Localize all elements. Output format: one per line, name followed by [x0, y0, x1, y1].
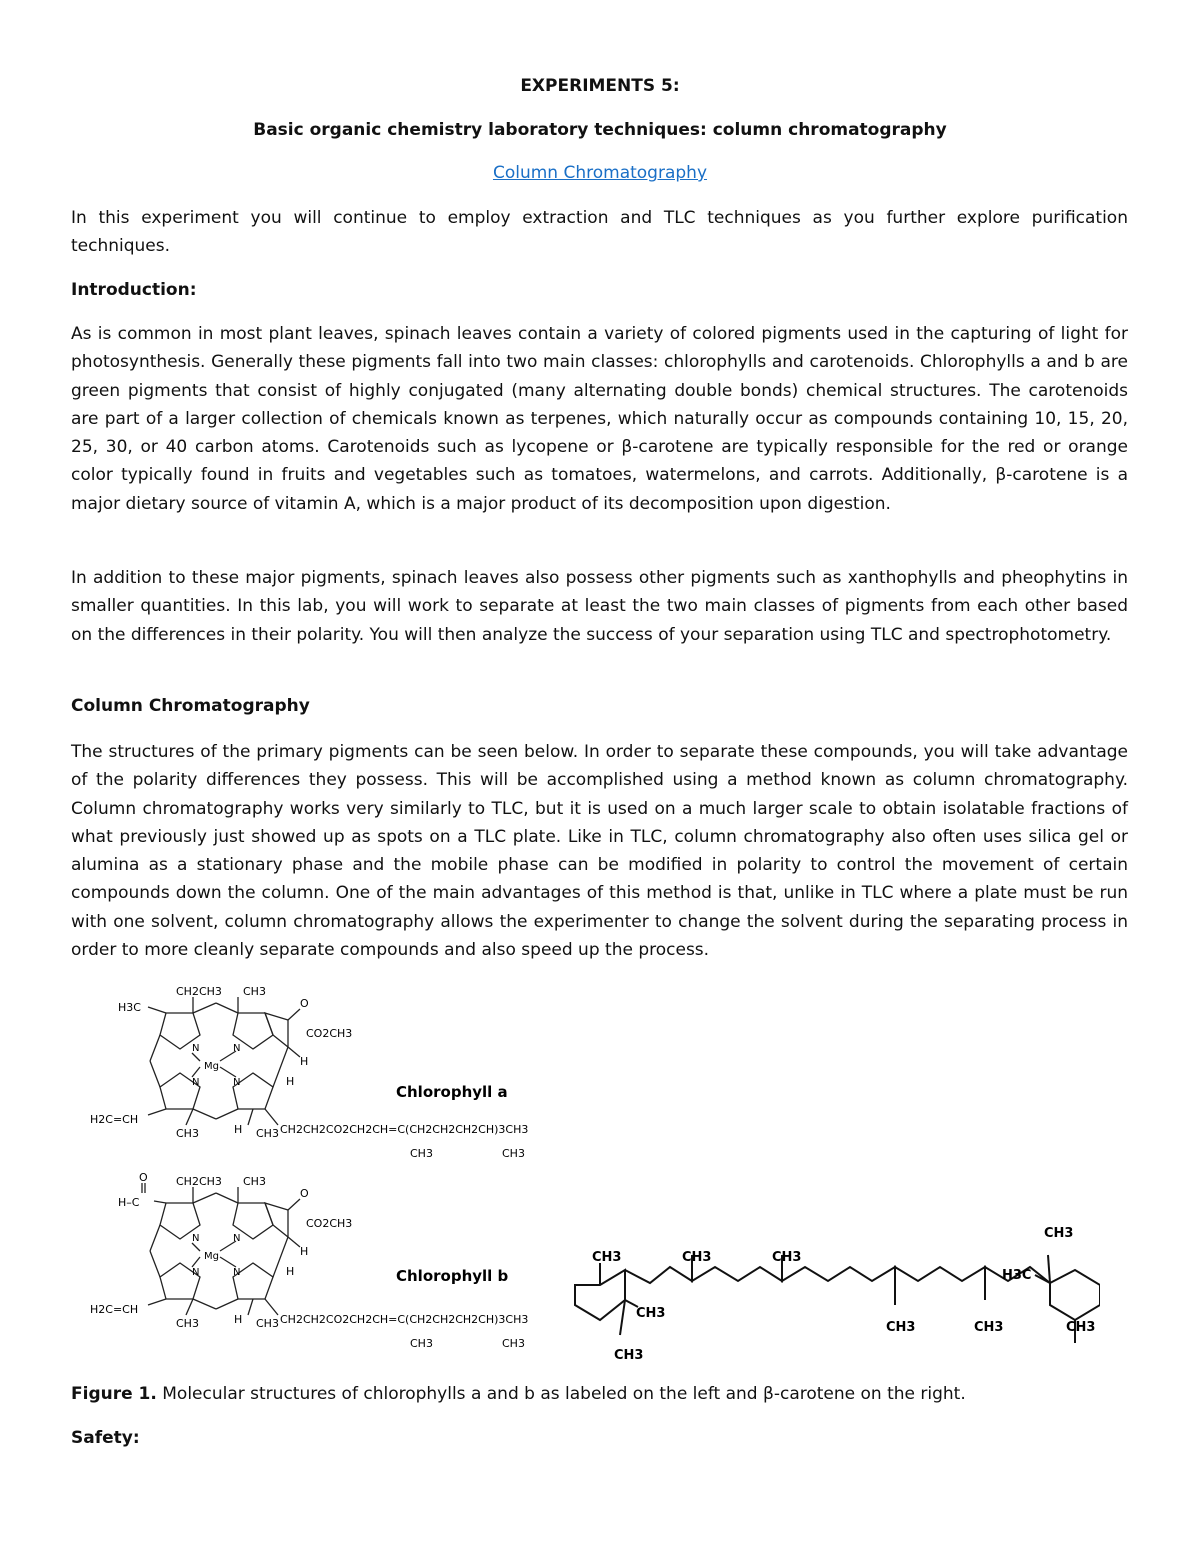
column-chromatography-heading: Column Chromatography: [71, 696, 310, 716]
chl-b-aldehyde-o: O: [139, 1171, 148, 1184]
carotene-ch3-8: CH3: [1066, 1320, 1096, 1335]
chlorophyll-a-label: Chlorophyll a: [396, 1083, 508, 1101]
chl-a-ch3-bottom2: CH3: [256, 1127, 279, 1140]
safety-heading: Safety:: [71, 1428, 140, 1448]
chl-a-h2: H: [286, 1075, 295, 1088]
chlorophyll-structures-svg: [88, 985, 578, 1365]
chl-b-h2: H: [286, 1265, 295, 1278]
chlorophyll-b-bonds: [142, 1183, 300, 1315]
chl-b-phytyl: CH2CH2CO2CH2CH=C(CH2CH2CH2CH)3CH3: [280, 1313, 529, 1326]
chl-b-ch3-chain1: CH3: [410, 1337, 433, 1350]
chl-a-n3: N: [192, 1077, 200, 1088]
figure-caption-label: Figure 1.: [71, 1384, 157, 1404]
introduction-paragraph-2: In addition to these major pigments, spinach leaves also possess other pigments such as xanthophylls and pheophytins in smaller quantities. In this lab, you will work to separate at least the two main classes of pigments from each other based on the differences in their polarity. You will then analyze the success of your separation using TLC and spectrophotometry.: [71, 568, 1128, 645]
carotene-ch3-9: CH3: [1044, 1226, 1074, 1241]
chl-b-aldehyde: H–C: [118, 1196, 140, 1209]
chl-b-h3: H: [234, 1313, 243, 1326]
chl-a-n2: N: [233, 1043, 241, 1054]
document-subtitle: Basic organic chemistry laboratory techniques: column chromatography: [253, 120, 947, 140]
chlorophyll-structures-figure: [88, 985, 578, 1365]
chlorophyll-a-bonds: [148, 997, 300, 1125]
chl-a-vinyl: H2C=CH: [90, 1113, 139, 1126]
chl-a-ch3-top: CH3: [243, 985, 266, 998]
chl-b-n2: N: [233, 1233, 241, 1244]
chl-a-h1: H: [300, 1055, 309, 1068]
chl-b-n3: N: [192, 1267, 200, 1278]
chl-b-ester: CO2CH3: [306, 1217, 353, 1230]
chl-b-h1: H: [300, 1245, 309, 1258]
column-chromatography-link-wrapper: [0, 163, 1200, 183]
chl-a-n1: N: [192, 1043, 200, 1054]
carotene-ch3-6: CH3: [886, 1320, 916, 1335]
chl-a-mg: Mg: [204, 1061, 219, 1072]
chl-b-vinyl: H2C=CH: [90, 1303, 139, 1316]
chl-a-h3c: H3C: [118, 1001, 141, 1014]
intro-sentence: In this experiment you will continue to employ extraction and TLC techniques as you further explore purification techniques.: [71, 208, 1128, 257]
carotene-ch3-4: CH3: [636, 1306, 666, 1321]
carotene-ch3-3: CH3: [772, 1250, 802, 1265]
chl-b-ch3-bottom2: CH3: [256, 1317, 279, 1330]
beta-carotene-svg: [570, 1195, 1100, 1370]
chl-b-ch3-bottom: CH3: [176, 1317, 199, 1330]
introduction-paragraph-1: As is common in most plant leaves, spinach leaves contain a variety of colored pigments used in the capturing of light for photosynthesis. Generally these pigments fall into two main classes: chlorophylls and carotenoids. Chlorophylls a and b are green pigments that consist of highly conjugated (many alternating double bonds) chemical structures. The carotenoids are part of a larger collection of chemicals known as terpenes, which naturally occur as compounds containing 10, 15, 20, 25, 30, or 40 carbon atoms. Carotenoids such as lycopene or β-carotene are typically responsible for the red or orange color typically found in fruits and vegetables such as tomatoes, watermelons, and carrots. Additionally, β-carotene is a major dietary source of vitamin A, which is a major product of its decomposition upon digestion.: [71, 324, 1128, 514]
chl-b-ch3-chain2: CH3: [502, 1337, 525, 1350]
chlorophyll-b-label: Chlorophyll b: [396, 1267, 509, 1285]
chl-b-n1: N: [192, 1233, 200, 1244]
chl-a-ester: CO2CH3: [306, 1027, 353, 1040]
carotene-ch3-1: CH3: [592, 1250, 622, 1265]
chl-a-n4: N: [233, 1077, 241, 1088]
figure-caption-text: Molecular structures of chlorophylls a and b as labeled on the left and β-carotene on the right.: [156, 1384, 966, 1404]
column-chromatography-link[interactable]: Column Chromatography: [492, 163, 708, 183]
introduction-heading: Introduction:: [71, 280, 197, 300]
column-chromatography-paragraph: The structures of the primary pigments can be seen below. In order to separate these compounds, you will take advantage of the polarity differences they possess. This will be accomplished using a method known as column chromatography. Column chromatography works very similarly to TLC, but it is used on a much larger scale to obtain isolatable fractions of what previously just showed up as spots on a TLC plate. Like in TLC, column chromatography also often uses silica gel or alumina as a stationary phase and the mobile phase can be modified in polarity to control the movement of certain compounds down the column. One of the main advantages of this method is that, unlike in TLC where a plate must be run with one solvent, column chromatography allows the experimenter to change the solvent during the separating process in order to more cleanly separate compounds and also speed up the process.: [71, 742, 1128, 961]
carotene-ch3-2: CH3: [682, 1250, 712, 1265]
chl-a-h3: H: [234, 1123, 243, 1136]
chl-a-oxo: O: [300, 997, 309, 1010]
chl-a-ch3-bottom: CH3: [176, 1127, 199, 1140]
chl-b-mg: Mg: [204, 1251, 219, 1262]
chl-a-ch3-chain2: CH3: [502, 1147, 525, 1160]
carotene-ch3-5: CH3: [614, 1348, 644, 1363]
document-title: EXPERIMENTS 5:: [520, 76, 680, 96]
figure-caption: [71, 1384, 966, 1404]
chl-a-ch3-chain1: CH3: [410, 1147, 433, 1160]
beta-carotene-figure: [570, 1195, 1100, 1370]
carotene-ch3-7: CH3: [974, 1320, 1004, 1335]
chl-b-ch3-top: CH3: [243, 1175, 266, 1188]
chl-a-ethyl: CH2CH3: [176, 985, 222, 998]
chl-b-ethyl: CH2CH3: [176, 1175, 222, 1188]
chl-a-phytyl: CH2CH2CO2CH2CH=C(CH2CH2CH2CH)3CH3: [280, 1123, 529, 1136]
carotene-h3c: H3C: [1002, 1268, 1032, 1283]
chl-b-oxo: O: [300, 1187, 309, 1200]
chl-b-n4: N: [233, 1267, 241, 1278]
